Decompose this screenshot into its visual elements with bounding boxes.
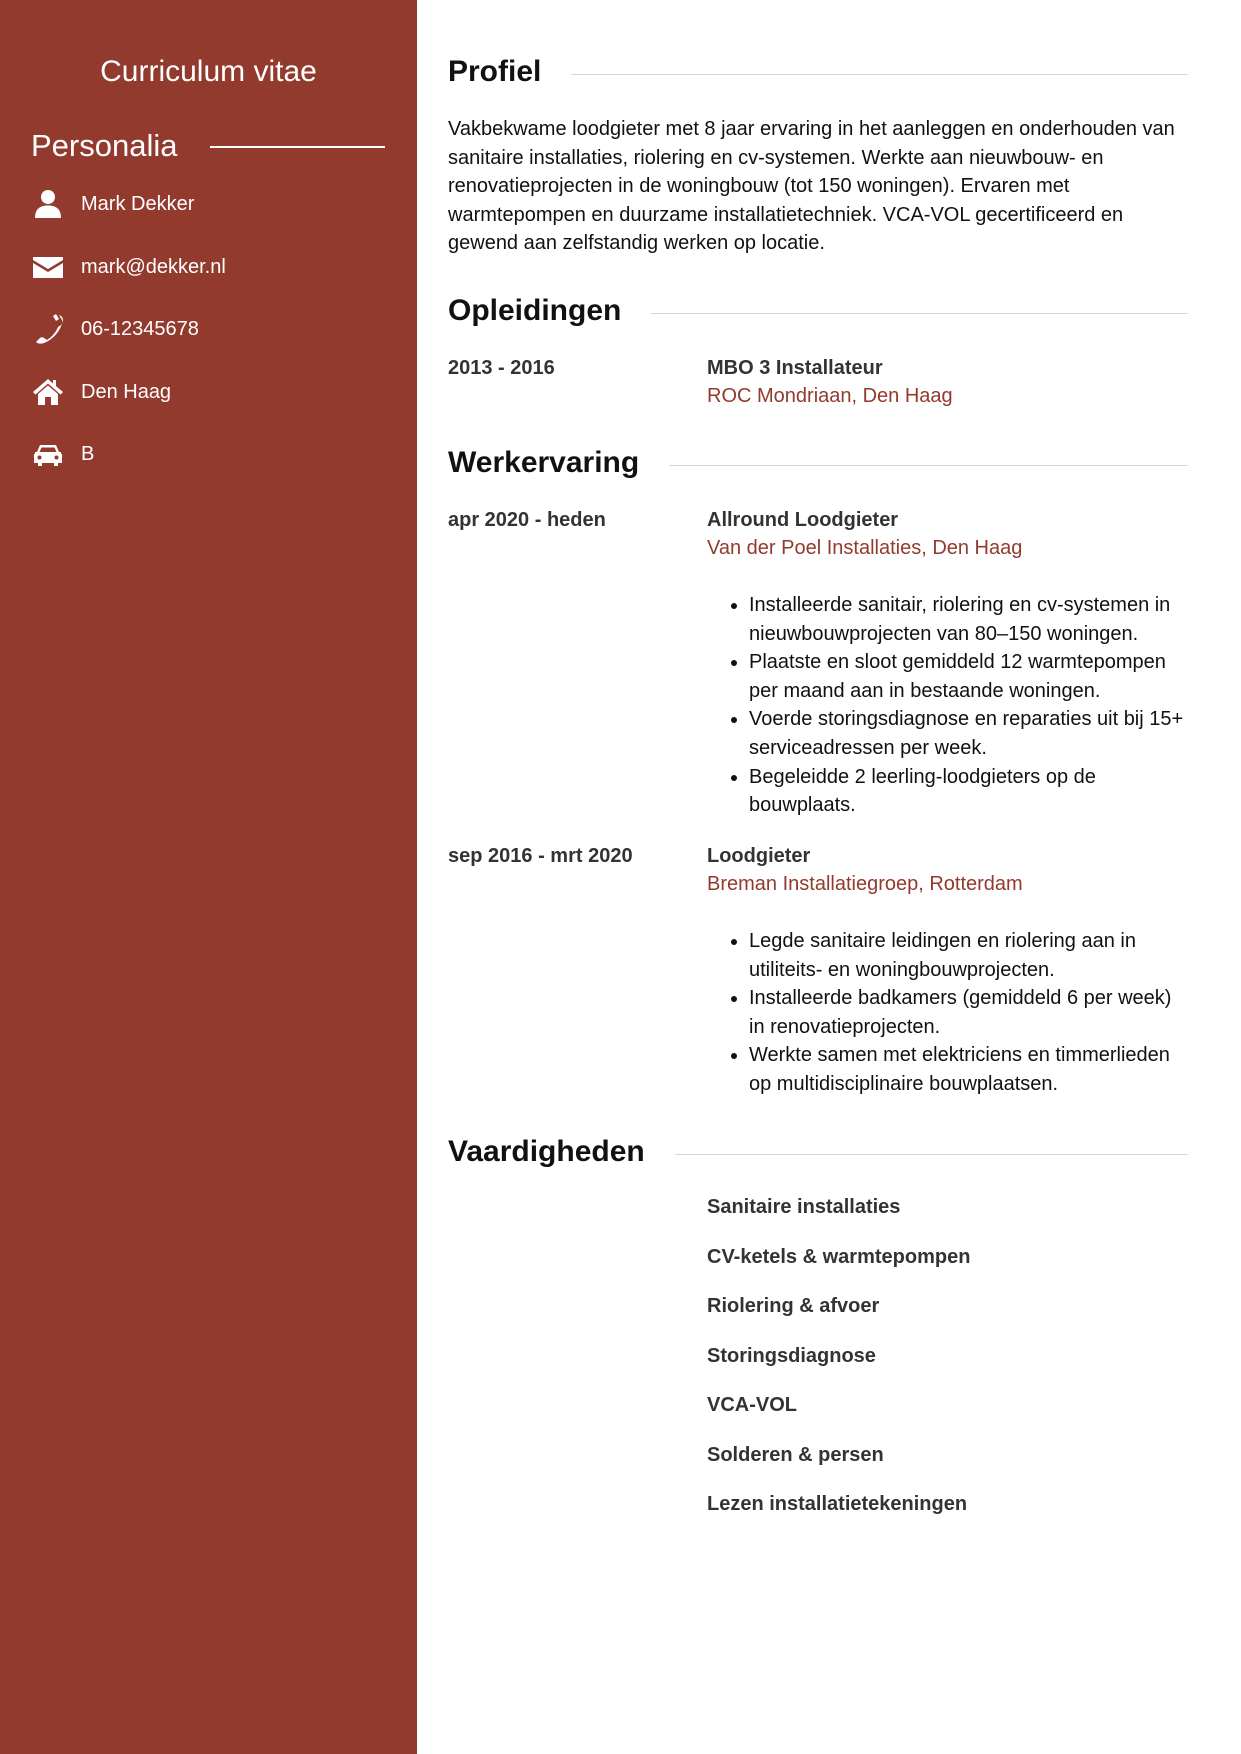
profile-heading-label: Profiel (448, 52, 571, 92)
document-title: Curriculum vitae (100, 55, 317, 88)
car-icon (31, 437, 65, 471)
education-heading (448, 291, 1188, 331)
skill-item: Riolering & afvoer (707, 1295, 880, 1317)
personalia-heading (31, 126, 385, 166)
experience-details (707, 842, 1188, 1099)
bullet-item: • Installeerde badkamers (gemiddeld 6 per week) in renovatieprojecten. (749, 984, 1188, 1041)
skills-list (707, 1193, 1188, 1540)
contact-name (31, 186, 391, 222)
personalia-rule (210, 146, 385, 148)
education-details (707, 354, 1188, 410)
bullet-item: • Legde sanitaire leidingen en riolering aan in utiliteits- en woningbouwprojecten. (749, 927, 1188, 984)
user-icon (31, 187, 65, 221)
skill-item: VCA-VOL (707, 1394, 797, 1416)
bullet-item: • Voerde storingsdiagnose en reparaties uit bij 15+ serviceadressen per week. (749, 705, 1188, 762)
experience-org: Van der Poel Installaties, Den Haag (707, 537, 1023, 559)
phone-icon (31, 312, 65, 346)
experience-title: Allround Loodgieter (707, 509, 899, 531)
experience-title: Loodgieter (707, 845, 811, 867)
experience-heading-label: Werkervaring (448, 443, 669, 483)
skill-item: Lezen installatietekeningen (707, 1493, 968, 1515)
contact-email-text: mark@dekker.nl (81, 256, 226, 278)
skill-item: Storingsdiagnose (707, 1344, 876, 1367)
experience-bullets (707, 591, 1188, 820)
envelope-icon (31, 250, 65, 284)
education-org: ROC Mondriaan, Den Haag (707, 385, 953, 407)
contact-city-text: Den Haag (81, 381, 172, 403)
bullet-item: • Werkte samen met elektriciens en timmerlieden op multidisciplinaire bouwplaatsen. (749, 1041, 1188, 1098)
experience-date: sep 2016 - mrt 2020 (448, 845, 633, 867)
bullet-item: • Plaatste en sloot gemiddeld 12 warmtepompen per maand aan in bestaande woningen. (749, 648, 1188, 705)
contact-name-text: Mark Dekker (81, 193, 195, 215)
experience-org: Breman Installatiegroep, Rotterdam (707, 873, 1023, 895)
skills-heading (448, 1132, 1188, 1172)
education-title: MBO 3 Installateur (707, 357, 883, 379)
education-heading-label: Opleidingen (448, 291, 651, 331)
skill-item: CV-ketels & warmtepompen (707, 1245, 971, 1268)
skills-heading-label: Vaardigheden (448, 1132, 675, 1172)
experience-heading (448, 443, 1188, 483)
bullet-item: • Begeleidde 2 leerling-loodgieters op de bouwplaats. (749, 763, 1188, 820)
profile-text: Vakbekwame loodgieter met 8 jaar ervaring in het aanleggen en onderhouden van sanitaire installaties, riolering en cv-systemen. Werkte aan nieuwbouw- en renovatieprojecten in de woningbouw (tot 150 woningen). Ervaren met warmtepompen en duurzame installatietechniek. VCA-VOL gecertificeerd en gewend aan zelfstandig werken op locatie. (448, 118, 1175, 254)
contact-license (31, 436, 391, 472)
contact-email (31, 249, 391, 285)
skill-item: Solderen & persen (707, 1443, 884, 1466)
contact-phone-text: 06-12345678 (81, 318, 199, 340)
experience-bullets (707, 927, 1188, 1099)
home-icon (31, 375, 65, 409)
personalia-label: Personalia (31, 128, 178, 163)
sidebar (0, 0, 417, 1754)
profile-heading (448, 52, 1188, 92)
contact-license-text: B (81, 443, 95, 465)
education-date: 2013 - 2016 (448, 357, 555, 379)
contact-phone (31, 311, 391, 347)
experience-date: apr 2020 - heden (448, 509, 606, 531)
bullet-item: • Installeerde sanitair, riolering en cv-systemen in nieuwbouwprojecten van 80–150 woningen. (749, 591, 1188, 648)
contact-city (31, 374, 391, 410)
experience-details (707, 506, 1188, 820)
skill-item: Sanitaire installaties (707, 1196, 901, 1218)
